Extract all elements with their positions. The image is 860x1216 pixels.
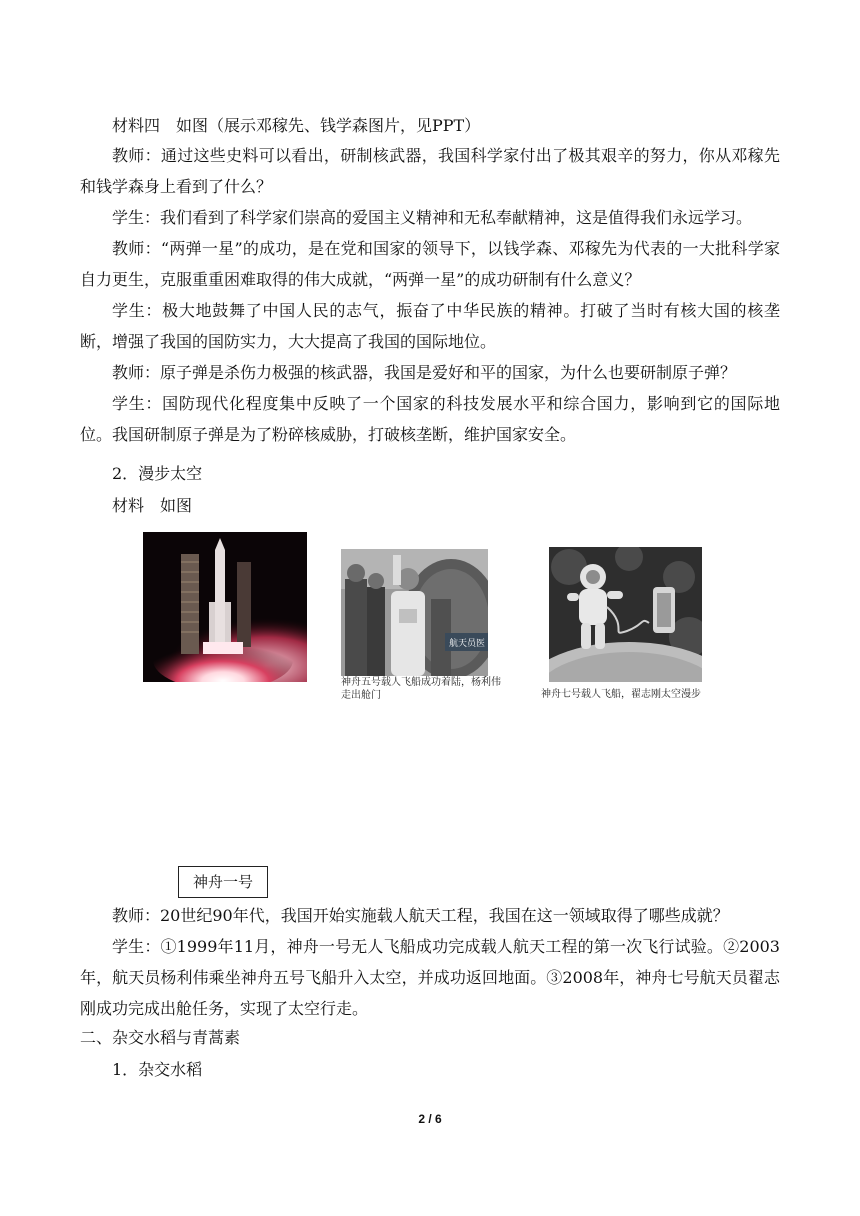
shenzhou-5-caption: 神舟五号载人飞船成功着陆，杨利伟走出舱门 <box>341 677 501 701</box>
subheading-space-walk: 2．漫步太空 <box>112 464 203 483</box>
shenzhou-5-landing-photo <box>341 549 488 676</box>
rocket-launch-photo <box>143 532 307 682</box>
material-4-line: 材料四 如图（展示邓稼先、钱学森图片，见PPT） <box>112 116 481 135</box>
shenzhou-7-caption: 神舟七号载人飞船，翟志刚太空漫步 <box>541 689 701 700</box>
shenzhou-1-label-box: 神舟一号 <box>178 866 268 898</box>
shenzhou-7-spacewalk-photo <box>549 547 702 682</box>
student-answer-3: 学生：国防现代化程度集中反映了一个国家的科技发展水平和综合国力，影响到它的国际地位。我国研制原子弹是为了粉碎核威胁，打破核垄断，维护国家安全。 <box>80 394 780 444</box>
section-heading-2: 二、杂交水稻与青蒿素 <box>80 1028 241 1047</box>
teacher-question-1: 教师：通过这些史料可以看出，研制核武器，我国科学家付出了极其艰辛的努力，你从邓稼先和钱学森身上看到了什么？ <box>80 146 780 196</box>
sign-label: 航天员医 <box>449 639 486 649</box>
student-answer-4: 学生：①1999年11月，神舟一号无人飞船成功完成载人航天工程的第一次飞行试验。②2003年，航天员杨利伟乘坐神舟五号飞船升入太空，并成功返回地面。③2008年，神舟七号航天员翟志刚成功完成出舱任务，实现了太空行走。 <box>80 937 780 1018</box>
student-answer-2: 学生：极大地鼓舞了中国人民的志气，振奋了中华民族的精神。打破了当时有核大国的核垄断，增强了我国的国防实力，大大提高了我国的国际地位。 <box>80 301 780 351</box>
teacher-question-2: 教师：“两弹一星”的成功，是在党和国家的领导下，以钱学森、邓稼先为代表的一大批科学家自力更生，克服重重困难取得的伟大成就，“两弹一星”的成功研制有什么意义？ <box>80 239 780 289</box>
student-answer-1: 学生：我们看到了科学家们崇高的爱国主义精神和无私奉献精神，这是值得我们永远学习。 <box>112 208 753 227</box>
subheading-hybrid-rice: 1．杂交水稻 <box>112 1060 203 1079</box>
page-number: 2 / 6 <box>418 1112 442 1126</box>
teacher-question-3: 教师：原子弹是杀伤力极强的核武器，我国是爱好和平的国家，为什么也要研制原子弹？ <box>112 363 737 382</box>
teacher-question-4: 教师：20世纪90年代，我国开始实施载人航天工程，我国在这一领域取得了哪些成就？ <box>112 906 729 925</box>
material-line: 材料 如图 <box>112 496 193 515</box>
